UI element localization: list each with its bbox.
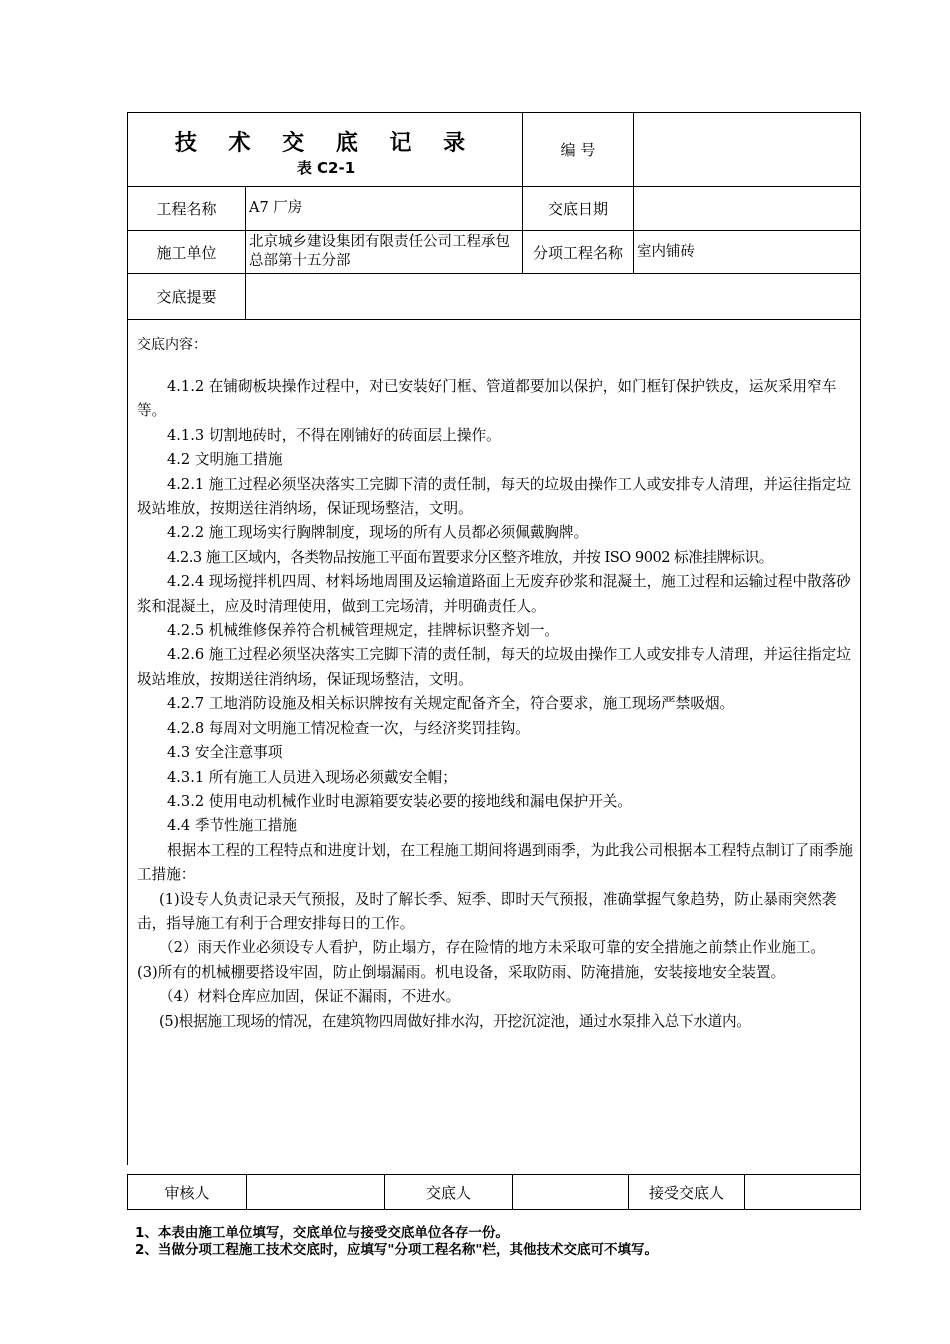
content-paragraph: 根据本工程的工程特点和进度计划，在工程施工期间将遇到雨季，为此我公司根据本工程特点制订了雨季施工措施：: [137, 841, 853, 884]
footnote-1: 1、本表由施工单位填写，交底单位与接受交底单位各存一份。: [135, 1225, 509, 1241]
discloser-label: 交底人: [425, 1183, 471, 1202]
construction-unit-field[interactable]: 北京城乡建设集团有限责任公司工程承包总部第十五分部: [249, 234, 510, 269]
number-label: 编 号: [560, 141, 596, 159]
discloser-field[interactable]: [515, 1175, 626, 1209]
content-paragraph: 4.3.2 使用电动机械作业时电源箱要安装必要的接地线和漏电保护开关。: [167, 792, 632, 810]
col-divider: [633, 112, 634, 273]
col-divider: [512, 1174, 513, 1209]
content-paragraph: 4.3.1 所有施工人员进入现场必须戴安全帽；: [167, 768, 457, 786]
content-label: 交底内容：: [137, 337, 207, 353]
sub-project-label: 分项工程名称: [532, 243, 623, 262]
content-paragraph: 4.2.1 施工过程必须坚决落实工完脚下清的责任制，每天的垃圾由操作工人或安排专人清理，并运往指定垃圾站堆放，按期送往消纳场，保证现场整洁，文明。: [137, 475, 851, 518]
content-paragraph: (5)根据施工现场的情况，在建筑物四周做好排水沟，开挖沉淀池，通过水泵排入总下水道内。: [159, 1012, 751, 1030]
content-paragraph: （4）材料仓库应加固，保证不漏雨，不进水。: [159, 988, 461, 1006]
sub-project-field[interactable]: 室内铺砖: [637, 243, 695, 260]
content-paragraph: 4.3 安全注意事项: [167, 744, 283, 762]
content-section: [137, 337, 857, 1034]
form-subtitle: 表 C2-1: [296, 159, 356, 177]
content-paragraph: 4.1.3 切割地砖时，不得在刚铺好的砖面层上操作。: [167, 426, 501, 444]
col-divider: [246, 1174, 247, 1209]
content-paragraph: （2）雨天作业必须设专人看护，防止塌方，存在险情的地方未采取可靠的安全措施之前禁止作业施工。: [159, 939, 826, 957]
content-paragraph: 4.2.6 施工过程必须坚决落实工完脚下清的责任制，每天的垃圾由操作工人或安排专人清理，并运往指定垃圾站堆放，按期送往消纳场，保证现场整洁，文明。: [137, 646, 851, 688]
reviewer-field[interactable]: [249, 1175, 382, 1209]
summary-field[interactable]: [249, 274, 857, 319]
content-paragraph: 4.1.2 在铺砌板块操作过程中，对已安装好门框、管道都要加以保护，如门框钉保护铁皮，运灰采用窄车等。: [137, 378, 837, 420]
project-name-label: 工程名称: [156, 200, 217, 218]
row-divider: [127, 1209, 861, 1210]
content-paragraph: 4.2.2 施工现场实行胸牌制度，现场的所有人员都必须佩戴胸牌。: [167, 524, 589, 542]
col-divider: [245, 186, 246, 319]
date-field[interactable]: [636, 187, 858, 230]
row-divider: [127, 319, 861, 320]
receiver-field[interactable]: [747, 1175, 858, 1209]
content-paragraph: 4.2.7 工地消防设施及相关标识牌按有关规定配备齐全，符合要求，施工现场严禁吸烟。: [167, 695, 735, 713]
content-paragraph: 4.2.4 现场搅拌机四周、材料场地周围及运输道路面上无废弃砂浆和混凝土，施工过程和运输过程中散落砂浆和混凝土，应及时清理使用，做到工完场清，并明确责任人。: [137, 573, 851, 615]
content-paragraph: (1)设专人负责记录天气预报，及时了解长季、短季、即时天气预报，准确掌握气象趋势，防止暴雨突然袭击，指导施工有利于合理安排每日的工作。: [137, 890, 837, 932]
content-paragraph: 4.2.3 施工区域内，各类物品按施工平面布置要求分区整齐堆放，并按 ISO 9002 标准挂牌标识。: [167, 548, 773, 566]
content-paragraph: 4.4 季节性施工措施: [167, 817, 298, 835]
reviewer-label: 审核人: [164, 1183, 210, 1202]
content-paragraph: (3)所有的机械棚要搭设牢固，防止倒塌漏雨。机电设备，采取防雨、防淹措施，安装接地安全装置。: [137, 963, 786, 981]
receiver-label: 接受交底人: [648, 1183, 724, 1202]
table-border-right: [860, 112, 861, 1210]
col-divider: [744, 1174, 745, 1209]
content-paragraph: 4.2.8 每周对文明施工情况检查一次，与经济奖罚挂钩。: [167, 719, 530, 737]
project-name-field[interactable]: A7 厂房: [249, 200, 303, 216]
footnote-2: 2、当做分项工程施工技术交底时，应填写"分项工程名称"栏，其他技术交底可不填写。: [135, 1242, 658, 1258]
content-paragraph: 4.2.5 机械维修保养符合机械管理规定，挂牌标识整齐划一。: [167, 622, 560, 640]
construction-unit-label: 施工单位: [156, 243, 217, 262]
number-field[interactable]: [636, 113, 858, 186]
form-title: 技 术 交 底 记 录: [174, 131, 478, 156]
summary-label: 交底提要: [156, 288, 217, 306]
content-paragraph: 4.2 文明施工措施: [167, 451, 283, 469]
date-label: 交底日期: [547, 200, 608, 218]
